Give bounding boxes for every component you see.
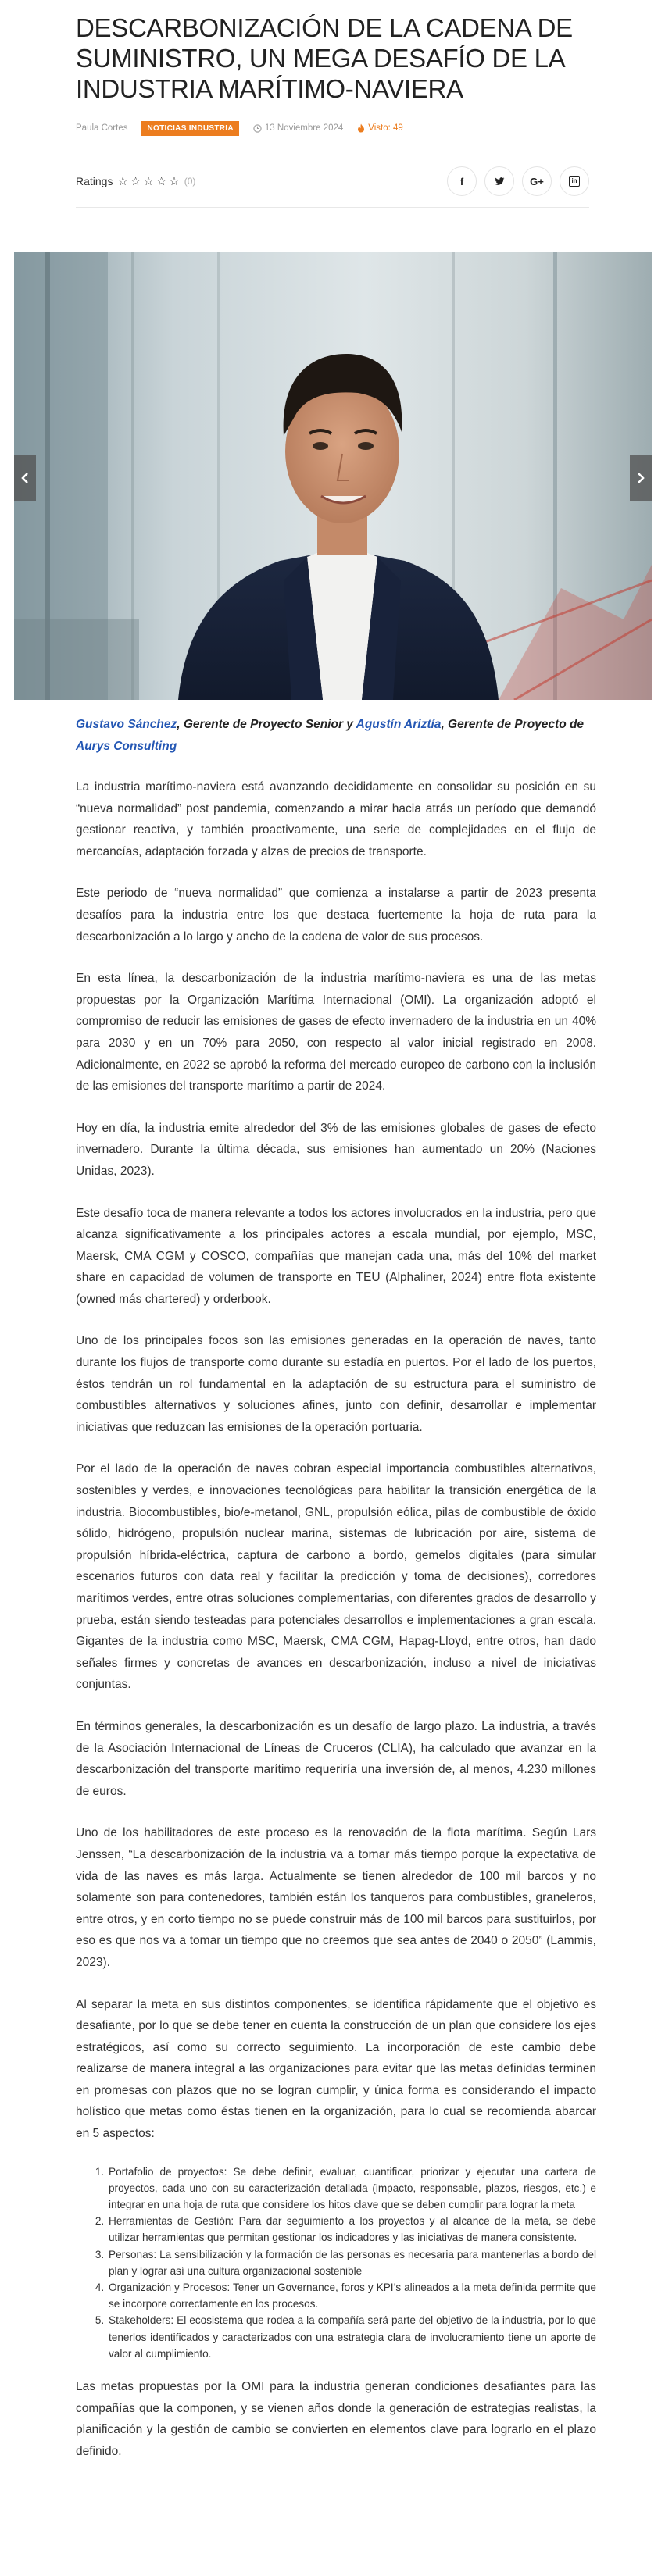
list-item: 2. Herramientas de Gestión: Para dar seguimiento a los proyectos y al alcance de la meta, se debe utilizar herramientas que permitan gestionar los indicadores y las iniciativas de manera consistente. (107, 2213, 596, 2246)
rating-share-bar (76, 155, 589, 207)
byline (76, 714, 596, 758)
paragraph: Este periodo de “nueva normalidad” que comienza a instalarse a partir de 2023 presenta desafíos para la industria entre los que destaca fuertemente la hoja de ruta para la descarbonización a lo largo y ancho de la cadena de valor de sus procesos. (76, 887, 596, 944)
author-link[interactable]: Gustavo Sánchez (76, 718, 177, 731)
closing-paragraph: Las metas propuestas por la OMI para la industria generan condiciones desafiantes para las compañías que la componen, y se vienen años donde la generación de estrategias realistas, la planificación y la gestión de cambio se convierten en elementos clave para lograrlo en el plazo definido. (76, 2380, 596, 2458)
list-item: 1. Portafolio de proyectos: Se debe definir, evaluar, cuantificar, priorizar y ejecutar una cartera de proyectos, cada uno con su caracterización detallada (impacto, responsable, plazos, riesgos, etc.) e integrar en una hoja de ruta que considere los hitos clave que se deben cumplir para lograr la meta (107, 2164, 596, 2214)
paragraph: En términos generales, la descarbonización es un desafío de largo plazo. La industria, a través de la Asociación Internacional de Líneas de Cruceros (CLIA), ha calculado que avanzar en la descarbonización del transporte marítimo requeriría una inversión de, al menos, 4.230 millones de euros. (76, 1719, 596, 1798)
star-icon[interactable]: ☆ (130, 175, 141, 188)
divider (76, 207, 589, 208)
byline-text: , Gerente de Proyecto de (441, 718, 585, 731)
article-header (0, 0, 665, 139)
linkedin-share-button[interactable] (560, 166, 589, 196)
publish-date (253, 123, 343, 133)
article-body (76, 714, 596, 2482)
author-name[interactable]: Paula Cortes (76, 123, 128, 133)
star-icon[interactable]: ☆ (117, 175, 128, 188)
rating-stars (117, 174, 181, 188)
author-link[interactable]: Agustín Ariztía (356, 718, 442, 731)
view-count (357, 123, 403, 133)
list-item: 3. Personas: La sensibilización y la formación de las personas es necesaria para mantenerlas a bordo del plan y lograr así una cultura organizacional sostenible (107, 2246, 596, 2279)
view-count-text: Visto: 49 (368, 123, 403, 133)
star-icon[interactable]: ☆ (156, 175, 167, 188)
paragraph: Uno de los habilitadores de este proceso es la renovación de la flota marítima. Según Lars Jenssen, “La descarbonización de la industria va a tomar más tiempo porque la expectativa de vida de las naves es más larga. Actualmente se tienen alrededor de 100 mil barcos y no solamente son para contenedores, también están los tanqueros para combustibles, graneleros, entre otros, y en corto tiempo no se puede construir más de 100 mil barcos para sustituirlos, por eso es que nos va a tomar un tiempo que no creemos que sea antes de 2040 o 2050” (Lammis, 2023). (76, 1826, 596, 1969)
fire-icon (357, 123, 365, 133)
paragraph: Uno de los principales focos son las emisiones generadas en la operación de naves, tanto durante los flujos de transporte como durante su estadía en puertos. Por el lado de los puertos, éstos tendrán un rol fundamental en la adaptación de su estructura para el suministro de combustibles alternativos y soluciones afines, junto con definir, desarrollar e implementar iniciativas que reduzcan las emisiones de la operación portuaria. (76, 1334, 596, 1434)
hero-image-carousel (14, 252, 652, 700)
google-plus-share-button[interactable] (522, 166, 552, 196)
publish-date-text: 13 Noviembre 2024 (264, 123, 344, 133)
portrait-photo (14, 252, 652, 700)
star-icon[interactable]: ☆ (169, 175, 180, 188)
paragraph: Al separar la meta en sus distintos componentes, se identifica rápidamente que el objetivo es desafiante, por lo que se debe tener en cuenta la construcción de un plan que considere los ejes estratégicos, así como su correcto seguimiento. La incorporación de este cambio debe realizarse de manera integral a las organizaciones para evitar que las metas definidas terminen en promesas con plazos que no se logran cumplir, y única forma es considerando el impacto holístico que metas como éstas tienen en la organización, para lo cual se recomienda abarcar en 5 aspectos: (76, 1997, 596, 2141)
star-icon[interactable]: ☆ (143, 175, 154, 188)
paragraph: Por el lado de la operación de naves cobran especial importancia combustibles alternativos, sostenibles y verdes, e innovaciones tecnológicas para habilitar la transición energética de la industria. Biocombustibles, bio/e-metanol, GNL, propulsión eólica, pilas de combustible de óxido sólido, hidrógeno, propulsión nuclear marina, sistemas de lubricación por aire, sistema de propulsión híbrida-eléctrica, captura de carbono a bordo, gemelos digitales (para simular escenarios futuros con data real y facilitar la predicción y toma de decisiones), corredores marítimos verdes, entre otras soluciones complementarias, con diferentes grados de desarrollo y prueba, están siendo testeadas para potenciales desarrollos e implementaciones a gran escala. Gigantes de la industria como MSC, Maersk, CMA CGM, Hapag-Lloyd, entre otros, han dado señales firmes y concretas de avances en descarbonización, incluso a nivel de iniciativas conjuntas. (76, 1462, 596, 1692)
rating-count: (0) (184, 176, 196, 187)
category-badge[interactable]: NOTICIAS INDUSTRIA (141, 121, 238, 136)
paragraph: Hoy en día, la industria emite alrededor del 3% de las emisiones globales de gases de efecto invernadero. Durante la última década, sus emisiones han aumentado un 20% (Naciones Unidas, 2023). (76, 1121, 596, 1178)
page-title: DESCARBONIZACIÓN DE LA CADENA DE SUMINISTRO, UN MEGA DESAFÍO DE LA INDUSTRIA MARÍTIMO-NAVIERA (76, 13, 573, 103)
company-link[interactable]: Aurys Consulting (76, 740, 177, 753)
twitter-share-button[interactable] (484, 166, 514, 196)
paragraph: La industria marítimo-naviera está avanzando decididamente en consolidar su posición en su “nueva normalidad” post pandemia, comenzando a mirar hacia atrás un período que demandó gestionar reactiva, y también proactivamente, una serie de complejidades en el flujo de mercancías, adaptación forzada y alzas de precios de transporte. (76, 780, 596, 858)
share-buttons (439, 166, 589, 196)
twitter-icon (495, 177, 505, 186)
aspects-list (107, 2164, 596, 2362)
carousel-next-button[interactable] (630, 455, 652, 501)
google-plus-icon: G+ (530, 175, 544, 187)
linkedin-icon: in (569, 176, 580, 187)
rating-label: Ratings (76, 175, 113, 187)
list-item: 4. Organización y Procesos: Tener un Governance, foros y KPI’s alineados a la meta definida permite que se incorpore correctamente en los procesos. (107, 2279, 596, 2312)
facebook-icon: f (459, 175, 464, 187)
list-item: 5. Stakeholders: El ecosistema que rodea a la compañía será parte del objetivo de la industria, por lo que tenerlos identificados y caracterizados con una estrategia clara de involucramiento tiene un aporte de valor al cumplimiento. (107, 2312, 596, 2362)
paragraph: Este desafío toca de manera relevante a todos los actores involucrados en la industria, pero que alcanza significativamente a los principales actores a escala mundial, por ejemplo, MSC, Maersk, CMA CGM y COSCO, compañías que manejan cada una, más del 10% del market share en capacidad de volumen de transporte en TEU (Alphaliner, 2024) entre flota existente (owned más chartered) y orderbook. (76, 1206, 596, 1306)
article-meta (76, 117, 589, 139)
rating-widget (76, 174, 195, 188)
chevron-right-icon (637, 473, 645, 483)
paragraph: En esta línea, la descarbonización de la industria marítimo-naviera es una de las metas propuestas por la Organización Marítima Internacional (OMI). La organización adoptó el compromiso de reducir las emisiones de gases de efecto invernadero de la industria en un 40% para 2030 y en un 70% para 2050, con respecto al valor inicial registrado en 2008. Adicionalmente, en 2022 se aprobó la reforma del mercado europeo de carbono con la inclusión de las emisiones del transporte marítimo a partir de 2024. (76, 972, 596, 1094)
carousel-prev-button[interactable] (14, 455, 36, 501)
clock-icon (253, 124, 262, 133)
facebook-share-button[interactable] (447, 166, 477, 196)
byline-text: , Gerente de Proyecto Senior y (177, 718, 356, 731)
chevron-left-icon (21, 473, 29, 483)
